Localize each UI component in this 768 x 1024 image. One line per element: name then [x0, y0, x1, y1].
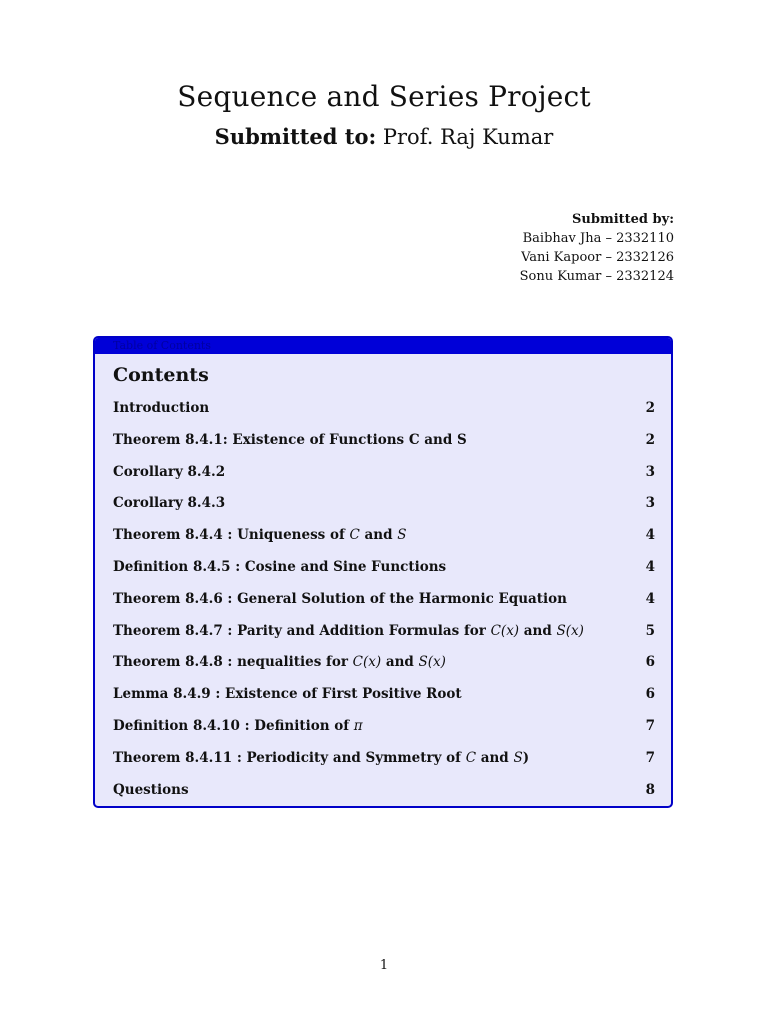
toc-entry-text: and — [359, 527, 398, 544]
toc-entry[interactable] — [113, 557, 655, 589]
toc-entry-math: S(x) — [418, 654, 446, 671]
toc-entry[interactable] — [113, 589, 655, 621]
toc-entry-title — [113, 462, 225, 482]
toc-entry-title — [113, 716, 363, 736]
author-line: Baibhav Jha – 2332110 — [522, 231, 674, 246]
document-title: Sequence and Series Project — [177, 80, 591, 113]
toc-entry-title — [113, 748, 529, 768]
toc-entry-math: S — [397, 527, 407, 544]
toc-box — [93, 336, 673, 808]
toc-entry-page: 5 — [645, 622, 655, 639]
toc-entry-text: Definition 8.4.5 : Cosine and Sine Functions — [113, 558, 447, 575]
toc-entry-title — [113, 430, 467, 450]
toc-entry[interactable] — [113, 493, 655, 525]
toc-entry-text: and — [519, 622, 557, 639]
toc-entry-math: C(x) — [490, 622, 520, 639]
toc-entry-page: 4 — [645, 558, 655, 575]
toc-entry-page: 6 — [645, 654, 655, 671]
toc-entry-page: 4 — [645, 527, 655, 544]
toc-entry-text: Questions — [113, 781, 189, 798]
toc-entry[interactable] — [113, 684, 655, 716]
toc-entry[interactable] — [113, 462, 655, 494]
toc-entry-math: C(x) — [352, 654, 382, 671]
toc-entry[interactable] — [113, 780, 655, 808]
toc-entry-text: Theorem 8.4.8 : nequalities for — [113, 654, 353, 671]
toc-entry-math: S — [513, 749, 523, 766]
toc-entry-title — [113, 780, 189, 800]
toc-entry-math: C — [349, 527, 360, 544]
toc-entry-title — [113, 652, 446, 672]
toc-entry[interactable] — [113, 621, 655, 653]
toc-entry[interactable] — [113, 748, 655, 780]
toc-entry-text: Theorem 8.4.4 : Uniqueness of — [113, 527, 350, 544]
toc-entry-page: 3 — [645, 495, 655, 512]
toc-box-title: Table of Contents — [95, 338, 671, 354]
submitted-to-line — [0, 124, 768, 149]
toc-entry-page: 8 — [645, 781, 655, 798]
page-number: 1 — [379, 958, 389, 973]
toc-entry-title — [113, 493, 225, 513]
toc-entry-text: Theorem 8.4.7 : Parity and Addition Formulas for — [113, 622, 491, 639]
toc-entry-title — [113, 684, 462, 704]
toc-entry-page: 6 — [645, 686, 655, 703]
toc-entry[interactable] — [113, 716, 655, 748]
toc-entry-text: Lemma 8.4.9 : Existence of First Positive Root — [113, 686, 462, 703]
toc-entry-title — [113, 621, 584, 641]
toc-entry-page: 2 — [645, 431, 655, 448]
toc-entry-title — [113, 589, 567, 609]
toc-entry-text: Corollary 8.4.2 — [113, 463, 226, 480]
toc-entry-title — [113, 398, 209, 418]
submitted-to-name: Prof. Raj Kumar — [382, 125, 554, 149]
submitted-to-label: Submitted to: — [214, 124, 377, 149]
toc-entry-text: ) — [522, 749, 530, 766]
toc-entry-page: 2 — [645, 400, 655, 416]
toc-entry[interactable] — [113, 398, 655, 430]
toc-entry-text: Corollary 8.4.3 — [113, 495, 226, 512]
author-line: Sonu Kumar – 2332124 — [519, 269, 674, 284]
toc-entry-text: and — [476, 749, 514, 766]
toc-entry-page: 7 — [645, 717, 655, 734]
toc-entry-title — [113, 557, 446, 577]
submitted-by-label: Submitted by: — [572, 212, 674, 227]
toc-entry[interactable] — [113, 525, 655, 557]
toc-entry-math: C — [465, 749, 477, 766]
toc-entry-math: π — [353, 717, 363, 734]
toc-entry-page: 3 — [645, 463, 655, 480]
toc-list — [113, 398, 655, 808]
toc-entry[interactable] — [113, 430, 655, 462]
toc-entry-text: Theorem 8.4.1: Existence of Functions C and S — [113, 431, 467, 448]
toc-entry-text: Definition 8.4.10 : Definition of — [113, 717, 354, 734]
toc-entry-text: Theorem 8.4.11 : Periodicity and Symmetry of — [113, 749, 466, 766]
toc-entry-page: 7 — [645, 749, 655, 766]
submitted-by-block — [520, 210, 674, 286]
toc-entry-math: S(x) — [556, 622, 584, 639]
author-line: Vani Kapoor – 2332126 — [521, 250, 674, 265]
toc-heading: Contents — [113, 364, 209, 386]
toc-entry[interactable] — [113, 652, 655, 684]
toc-entry-text: Theorem 8.4.6 : General Solution of the Harmonic Equation — [113, 590, 567, 607]
toc-entry-title — [113, 525, 406, 545]
toc-entry-text: Introduction — [113, 400, 210, 416]
toc-entry-page: 4 — [645, 590, 655, 607]
toc-entry-text: and — [381, 654, 419, 671]
